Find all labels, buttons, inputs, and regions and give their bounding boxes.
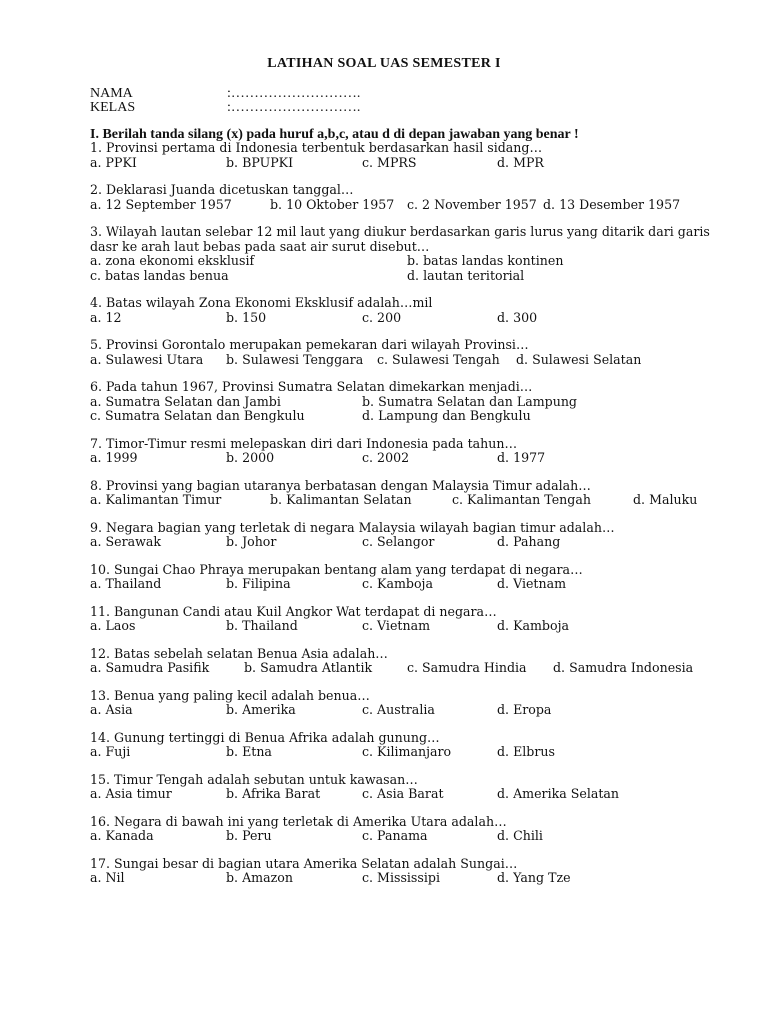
option-row [90, 619, 720, 634]
answer-option[interactable]: c. 2 November 1957 [407, 196, 537, 212]
question-item [90, 815, 720, 844]
option-row [90, 353, 720, 368]
option-row [90, 156, 720, 171]
question-item [90, 647, 720, 676]
answer-option[interactable]: c. Sumatra Selatan dan Bengkulu [90, 408, 305, 423]
question-item [90, 521, 720, 550]
answer-option[interactable]: c. Kamboja [362, 576, 433, 591]
answer-option[interactable]: c. Vietnam [362, 618, 431, 633]
question-text: 17. Sungai besar di bagian utara Amerika Selatan adalah Sungai… [90, 855, 518, 871]
answer-option[interactable]: c. Kalimantan Tengah [452, 492, 591, 507]
question-text: 7. Timor-Timur resmi melepaskan diri dari Indonesia pada tahun… [90, 435, 518, 451]
answer-option[interactable]: a. Kanada [90, 828, 154, 843]
question-text: 15. Timur Tengah adalah sebutan untuk kawasan… [90, 771, 418, 787]
question-item [90, 857, 720, 886]
question-text: 3. Wilayah lautan selebar 12 mil laut yang diukur berdasarkan garis lurus yang ditarik dari garis dasr ke arah laut bebas pada saat air surut disebut… [90, 224, 710, 254]
answer-option[interactable]: b. 2000 [226, 450, 275, 465]
answer-option[interactable]: b. BPUPKI [226, 154, 294, 170]
answer-option[interactable]: d. 13 Desember 1957 [543, 196, 681, 212]
answer-option[interactable]: c. Kilimanjaro [362, 744, 452, 759]
answer-option[interactable]: d. Chili [497, 828, 543, 843]
option-row [90, 409, 720, 424]
answer-option[interactable]: d. 1977 [497, 450, 546, 465]
option-row [90, 311, 720, 326]
answer-option[interactable]: b. Johor [226, 534, 277, 549]
question-list [90, 141, 720, 899]
answer-option[interactable]: d. Vietnam [497, 576, 567, 591]
answer-option[interactable]: c. Australia [362, 702, 435, 717]
answer-option[interactable]: a. 1999 [90, 450, 138, 465]
answer-option[interactable]: b. batas landas kontinen [407, 253, 564, 268]
question-text: 12. Batas sebelah selatan Benua Asia adalah… [90, 645, 388, 661]
question-item [90, 605, 720, 634]
option-row [90, 703, 720, 718]
answer-option[interactable]: b. Peru [226, 828, 272, 843]
question-text: 2. Deklarasi Juanda dicetuskan tanggal… [90, 182, 354, 197]
question-item [90, 225, 720, 283]
answer-option[interactable]: d. lautan teritorial [407, 267, 525, 283]
answer-option[interactable]: c. 200 [362, 309, 402, 325]
answer-option[interactable]: b. 150 [226, 309, 267, 325]
answer-option[interactable]: d. MPR [497, 154, 544, 170]
answer-option[interactable]: d. Yang Tze [497, 870, 571, 885]
option-row [90, 254, 720, 269]
answer-option[interactable]: a. Nil [90, 870, 125, 885]
answer-option[interactable]: c. batas landas benua [90, 267, 229, 283]
answer-option[interactable]: c. Panama [362, 828, 428, 843]
question-text: 8. Provinsi yang bagian utaranya berbatasan dengan Malaysia Timur adalah… [90, 477, 591, 493]
answer-option[interactable]: a. Sumatra Selatan dan Jambi [90, 393, 281, 409]
answer-option[interactable]: d. Sulawesi Selatan [516, 351, 642, 367]
question-text: 16. Negara di bawah ini yang terletak di Amerika Utara adalah… [90, 813, 507, 829]
answer-option[interactable]: d. 300 [497, 309, 538, 325]
answer-option[interactable]: a. Kalimantan Timur [90, 492, 222, 507]
answer-option[interactable]: a. Samudra Pasifik [90, 660, 210, 675]
answer-option[interactable]: c. MPRS [362, 154, 417, 170]
question-text: 4. Batas wilayah Zona Ekonomi Eksklusif adalah…mil [90, 295, 433, 310]
question-item [90, 563, 720, 592]
answer-option[interactable]: a. Sulawesi Utara [90, 351, 204, 367]
option-row [90, 269, 720, 284]
answer-option[interactable]: a. 12 September 1957 [90, 196, 232, 212]
option-row [90, 745, 720, 760]
question-text: 11. Bangunan Candi atau Kuil Angkor Wat terdapat di negara… [90, 603, 497, 619]
answer-option[interactable]: a. PPKI [90, 154, 137, 170]
option-row [90, 535, 720, 550]
question-text: 13. Benua yang paling kecil adalah benua… [90, 687, 370, 703]
answer-option[interactable]: d. Pahang [497, 534, 561, 549]
option-row [90, 661, 720, 676]
answer-option[interactable]: b. 10 Oktober 1957 [270, 196, 395, 212]
answer-option[interactable]: d. Samudra Indonesia [553, 660, 694, 675]
option-row [90, 198, 720, 213]
answer-option[interactable]: b. Thailand [226, 618, 298, 633]
question-item [90, 141, 720, 170]
answer-option[interactable]: a. 12 [90, 309, 122, 325]
question-item [90, 183, 720, 212]
answer-option[interactable]: d. Eropa [497, 702, 552, 717]
answer-option[interactable]: d. Kamboja [497, 618, 569, 633]
answer-option[interactable]: a. Asia timur [90, 786, 172, 801]
question-text: 9. Negara bagian yang terletak di negara Malaysia wilayah bagian timur adalah… [90, 519, 615, 535]
option-row [90, 829, 720, 844]
question-item [90, 380, 720, 424]
option-row [90, 787, 720, 802]
answer-option[interactable]: b. Samudra Atlantik [244, 660, 373, 675]
question-text: 14. Gunung tertinggi di Benua Afrika adalah gunung… [90, 729, 440, 745]
answer-option[interactable]: c. Asia Barat [362, 786, 444, 801]
option-row [90, 493, 720, 508]
question-text: 1. Provinsi pertama di Indonesia terbentuk berdasarkan hasil sidang… [90, 140, 543, 155]
answer-option[interactable]: c. 2002 [362, 450, 410, 465]
answer-option[interactable]: c. Samudra Hindia [407, 660, 527, 675]
answer-option[interactable]: b. Amazon [226, 870, 293, 885]
answer-option[interactable]: c. Selangor [362, 534, 435, 549]
page-title: LATIHAN SOAL UAS SEMESTER I [267, 56, 501, 71]
answer-option[interactable]: a. Fuji [90, 744, 131, 759]
answer-option[interactable]: a. Thailand [90, 576, 162, 591]
question-item [90, 338, 720, 367]
answer-option[interactable]: b. Etna [226, 744, 272, 759]
question-text: 10. Sungai Chao Phraya merupakan bentang alam yang terdapat di negara… [90, 561, 583, 577]
class-label: KELAS [90, 100, 136, 115]
option-row [90, 871, 720, 886]
answer-option[interactable]: b. Filipina [226, 576, 291, 591]
question-item [90, 731, 720, 760]
name-label: NAMA [90, 86, 133, 101]
answer-option[interactable]: c. Mississipi [362, 870, 440, 885]
answer-option[interactable]: a. Laos [90, 618, 136, 633]
question-item [90, 479, 720, 508]
answer-option[interactable]: b. Kalimantan Selatan [270, 492, 412, 507]
answer-option[interactable]: b. Afrika Barat [226, 786, 321, 801]
question-item [90, 437, 720, 466]
answer-option[interactable]: a. Asia [90, 702, 133, 717]
answer-option[interactable]: b. Sumatra Selatan dan Lampung [362, 393, 577, 409]
class-field[interactable]: :………………………. [227, 100, 361, 115]
answer-option[interactable]: d. Elbrus [497, 744, 555, 759]
option-row [90, 451, 720, 466]
option-row [90, 395, 720, 410]
answer-option[interactable]: b. Sulawesi Tenggara [226, 351, 364, 367]
question-text: 5. Provinsi Gorontalo merupakan pemekaran dari wilayah Provinsi… [90, 337, 529, 352]
answer-option[interactable]: d. Lampung dan Bengkulu [362, 408, 531, 423]
question-item [90, 296, 720, 325]
answer-option[interactable]: b. Amerika [226, 702, 296, 717]
answer-option[interactable]: c. Sulawesi Tengah [377, 351, 500, 367]
question-item [90, 773, 720, 802]
answer-option[interactable]: d. Maluku [633, 492, 698, 507]
instruction-text: I. Berilah tanda silang (x) pada huruf a,b,c, atau d di depan jawaban yang benar ! [90, 127, 579, 142]
answer-option[interactable]: d. Amerika Selatan [497, 786, 620, 801]
question-text: 6. Pada tahun 1967, Provinsi Sumatra Selatan dimekarkan menjadi… [90, 379, 533, 394]
answer-option[interactable]: a. Serawak [90, 534, 162, 549]
answer-option[interactable]: a. zona ekonomi eksklusif [90, 253, 255, 268]
option-row [90, 577, 720, 592]
name-field[interactable]: :………………………. [227, 86, 361, 101]
question-item [90, 689, 720, 718]
